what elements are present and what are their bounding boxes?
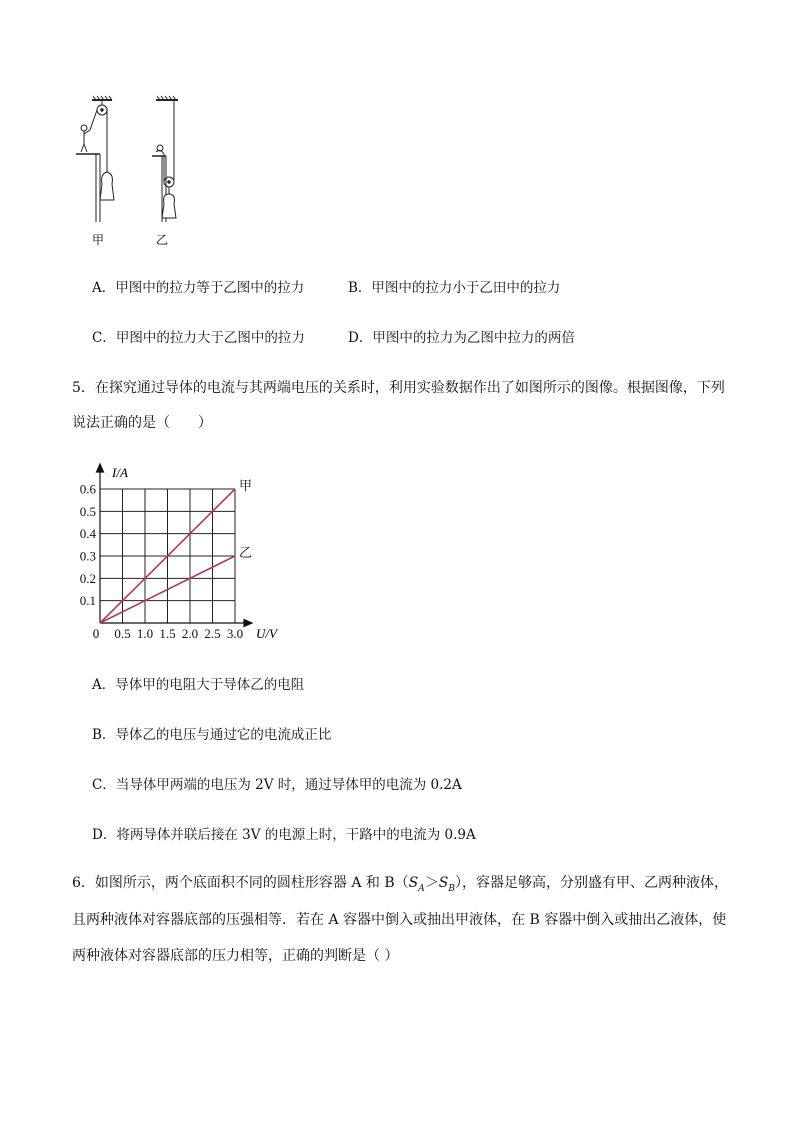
- iu-chart: [60, 460, 310, 645]
- y-axis-title: I/A: [112, 465, 128, 480]
- q6-line1-b: ），容器足够高，分别盛有甲、乙两种液体，: [454, 875, 728, 891]
- y-tick-label: 0.1: [79, 593, 96, 609]
- series-label-jia: 甲: [239, 478, 253, 493]
- x-tick-label: 2.5: [204, 626, 221, 641]
- y-tick-label: 0.5: [79, 503, 96, 519]
- pulley-yi: [152, 96, 178, 222]
- q5-option-a: A．导体甲的电阻大于导体乙的电阻: [92, 677, 305, 693]
- q6-stem-line3: 两种液体对容器底部的压力相等，正确的判断是（ ）: [72, 948, 399, 964]
- series-label-yi: 乙: [239, 545, 253, 560]
- pulley-jia: [76, 96, 114, 222]
- q6-s-b: S: [438, 875, 449, 891]
- x-tick-label: 1.0: [136, 626, 154, 641]
- x-axis-title: U/V: [256, 626, 277, 641]
- label-yi: 乙: [156, 233, 169, 247]
- q4-option-b: B．甲图中的拉力小于乙田中的拉力: [348, 280, 561, 296]
- x-tick-label: 2.0: [181, 626, 199, 641]
- q6-stem-line2: 且两种液体对容器底部的压强相等．若在 A 容器中倒入或抽出甲液体，在 B 容器中倒入或抽出乙液体，使: [72, 912, 727, 928]
- q4-option-c: C．甲图中的拉力大于乙图中的拉力: [92, 330, 305, 346]
- x-tick-label: 3.0: [226, 626, 244, 641]
- y-tick-label: 0.4: [79, 526, 96, 542]
- q4-option-d: D．甲图中的拉力为乙图中拉力的两倍: [348, 330, 575, 346]
- pulley-figure: [70, 92, 200, 252]
- q6-line1-a: 6．如图所示，两个底面积不同的圆柱形容器 A 和 B（: [72, 875, 409, 891]
- q6-gt: ＞: [424, 875, 439, 891]
- q5-option-c: C．当导体甲两端的电压为 2V 时，通过导体甲的电流为 0.2A: [92, 777, 462, 793]
- y-tick-label: 0.3: [79, 548, 96, 564]
- q5-stem-line2: 说法正确的是（ ）: [72, 415, 212, 431]
- q6-s-b-sub: B: [448, 883, 455, 894]
- x-tick-label: 0.5: [114, 626, 131, 641]
- x-tick-label: 1.5: [159, 626, 176, 641]
- y-tick-label: 0.2: [79, 570, 96, 586]
- q5-option-d: D．将两导体并联后接在 3V 的电源上时，干路中的电流为 0.9A: [92, 827, 476, 843]
- x-tick-label: 0: [92, 626, 100, 641]
- q6-stem-line1: [72, 873, 728, 899]
- q6-s-a-sub: A: [418, 883, 425, 894]
- q5-option-b: B．导体乙的电压与通过它的电流成正比: [92, 727, 332, 743]
- y-axis-arrow: [97, 464, 104, 472]
- q5-stem-line1: 5．在探究通过导体的电流与其两端电压的关系时，利用实验数据作出了如图所示的图像。根据图像，下列: [72, 380, 725, 396]
- x-axis-arrow: [244, 620, 252, 627]
- label-jia: 甲: [92, 233, 105, 247]
- y-tick-label: 0.6: [79, 481, 96, 497]
- q4-option-a: A．甲图中的拉力等于乙图中的拉力: [92, 280, 305, 296]
- q6-s-a: S: [408, 875, 419, 891]
